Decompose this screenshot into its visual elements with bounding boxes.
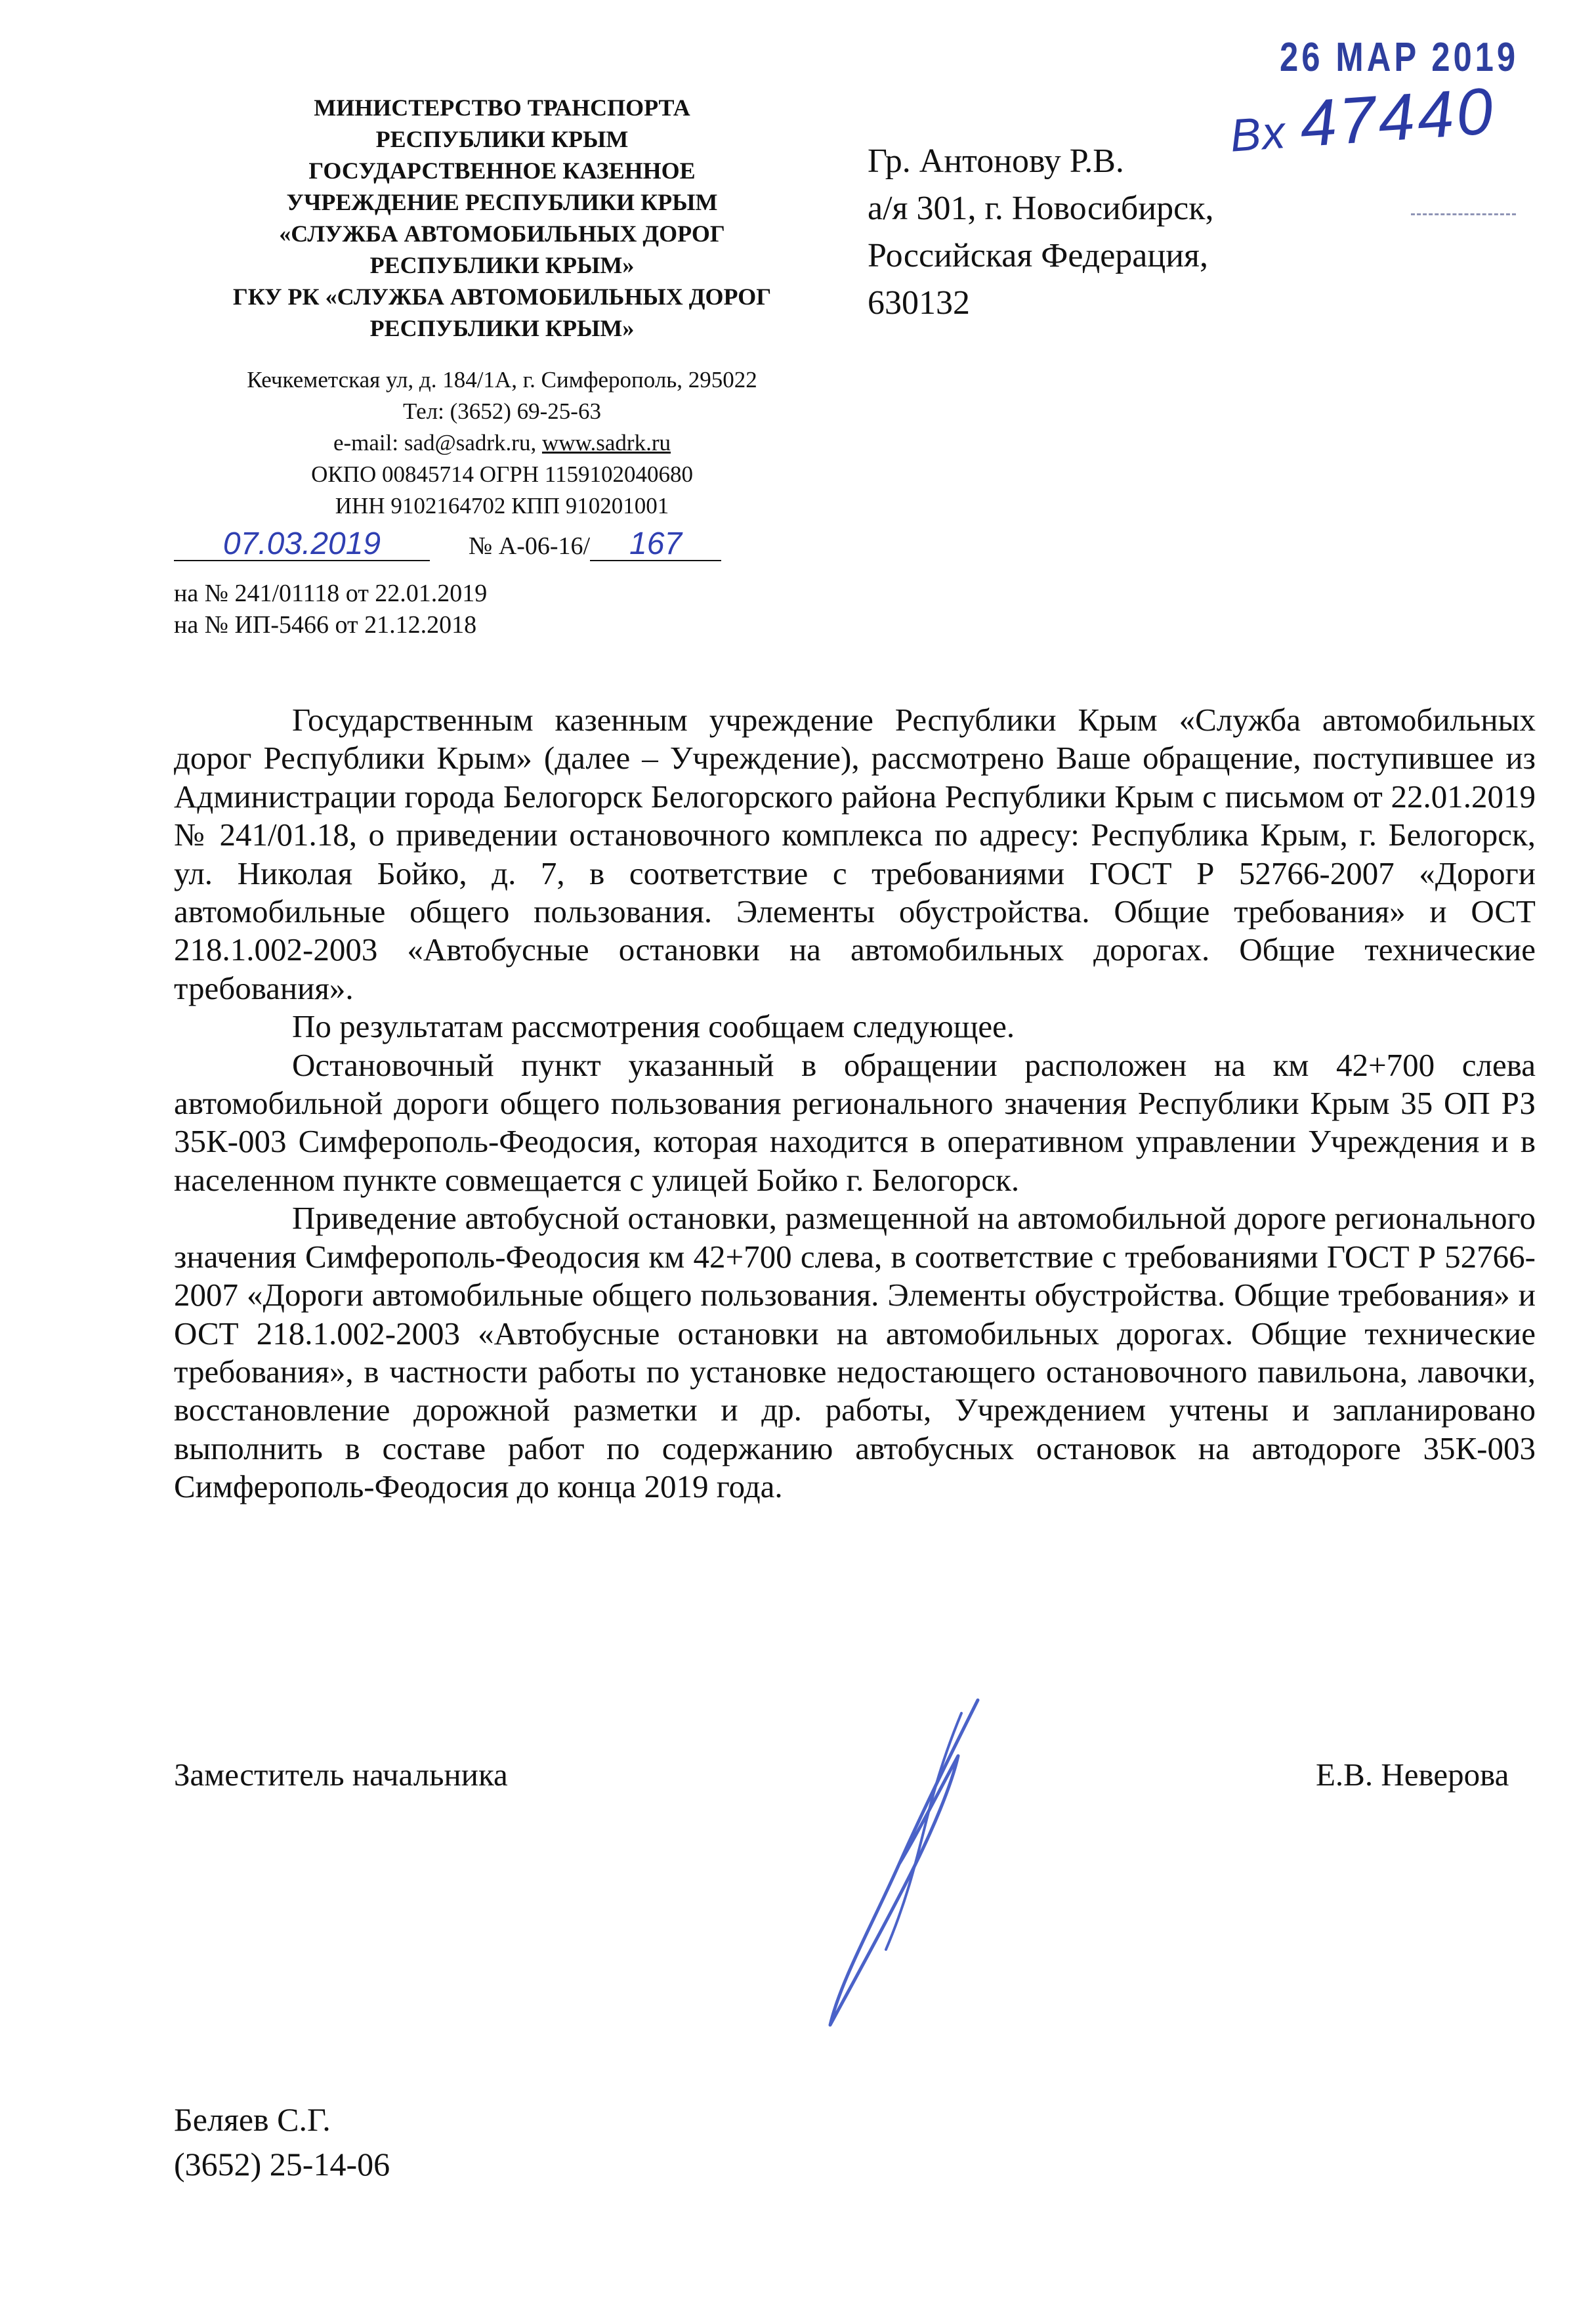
reference-list [174,578,487,641]
outgoing-number-label: № А-06-16/ [469,532,591,560]
codes-line-2: ИНН 9102164702 КПП 910201001 [335,493,669,519]
incoming-date-stamp: 26 MAP 2019 [1280,35,1519,80]
codes-line-1: ОКПО 00845714 ОГРН 1159102040680 [311,461,693,487]
recipient-line: Гр. Антонову Р.В. [868,142,1124,180]
organization-contacts [184,364,820,522]
outgoing-number-handwritten: 167 [590,528,721,561]
outgoing-date-handwritten: 07.03.2019 [174,528,430,561]
recipient-line: а/я 301, г. Новосибирск, [868,190,1214,227]
outgoing-reference [174,528,721,563]
header-line: «СЛУЖБА АВТОМОБИЛЬНЫХ ДОРОГ [279,221,725,247]
body-paragraph: Приведение автобусной остановки, размещенной на автомобильной дороге регионального значения Симферополь-Феодосия км 42+700 слева, в соответствие с требованиями ГОСТ Р 52766-2007 «Дороги автомобильные общего пользования. Элементы обустройства. Общие требования» и ОСТ 218.1.002-2003 «Автобусные остановки на автомобильных дорогах. Общие технические требования», в частности работы по установке недостающего остановочного павильона, лавочки, восстановление дорожной разметки и др. работы, Учреждением учтены и запланировано выполнить в составе работ по содержанию автобусных остановок на автодороге 35К-003 Симферополь-Феодосия до конца 2019 года. [174,1200,1536,1505]
body-paragraph: Остановочный пункт указанный в обращении расположен на км 42+700 слева автомобильной дороги общего пользования регионального значения Республики Крым 35 ОП РЗ 35К-003 Симферополь-Феодосия, которая находится в оперативном управлении Учреждения и в населенном пункте совмещается с улицей Бойко г. Белогорск. [174,1046,1536,1198]
email-text: e-mail: sad@sadrk.ru, [333,430,542,456]
reference-line: на № 241/01118 от 22.01.2019 [174,580,488,607]
email-line [184,427,820,459]
header-line: РЕСПУБЛИКИ КРЫМ [375,126,629,152]
header-line: ГКУ РК «СЛУЖБА АВТОМОБИЛЬНЫХ ДОРОГ [232,284,772,310]
body-paragraph: По результатам рассмотрения сообщаем следующее. [292,1008,1015,1045]
recipient-block [868,138,1214,327]
header-line: РЕСПУБЛИКИ КРЫМ» [369,315,635,341]
address-line: Кечкеметская ул, д. 184/1А, г. Симферополь, 295022 [247,367,757,393]
letter-body [174,701,1536,1506]
executor-name: Беляев С.Г. [174,2101,331,2138]
signatory-title: Заместитель начальника [174,1757,508,1793]
signatory-name: Е.В. Неверова [1316,1757,1509,1793]
organization-header [197,92,807,344]
phone-line: Тел: (3652) 69-25-63 [403,398,601,424]
handwritten-signature [761,1694,998,2035]
header-line: РЕСПУБЛИКИ КРЫМ» [369,252,635,278]
recipient-line: Российская Федерация, [868,237,1208,274]
header-line: ГОСУДАРСТВЕННОЕ КАЗЕННОЕ [308,158,696,184]
header-line: МИНИСТЕРСТВО ТРАНСПОРТА [314,95,690,121]
incoming-prefix: Вх [1228,106,1290,161]
incoming-number: 47440 [1297,74,1498,161]
executor-block [174,2097,390,2186]
incoming-number-handwritten [1227,74,1498,167]
website-link[interactable]: www.sadrk.ru [541,430,671,456]
reference-line: на № ИП-5466 от 21.12.2018 [174,611,477,639]
body-paragraph: Государственным казенным учреждение Республики Крым «Служба автомобильных дорог Республики Крым» (далее – Учреждение), рассмотрено Ваше обращение, поступившее из Администрации города Белогорск Белогорского района Республики Крым с письмом от 22.01.2019 № 241/01.18, о приведении остановочного комплекса по адресу: Республика Крым, г. Белогорск, ул. Николая Бойко, д. 7, в соответствие с требованиями ГОСТ Р 52766-2007 «Дороги автомобильные общего пользования. Элементы обустройства. Общие требования» и ОСТ 218.1.002-2003 «Автобусные остановки на автомобильных дорогах. Общие технические требования». [174,702,1536,1006]
header-line: УЧРЕЖДЕНИЕ РЕСПУБЛИКИ КРЫМ [286,189,718,215]
recipient-line: 630132 [868,284,970,322]
pencil-mark [1411,213,1516,215]
executor-phone: (3652) 25-14-06 [174,2146,390,2183]
